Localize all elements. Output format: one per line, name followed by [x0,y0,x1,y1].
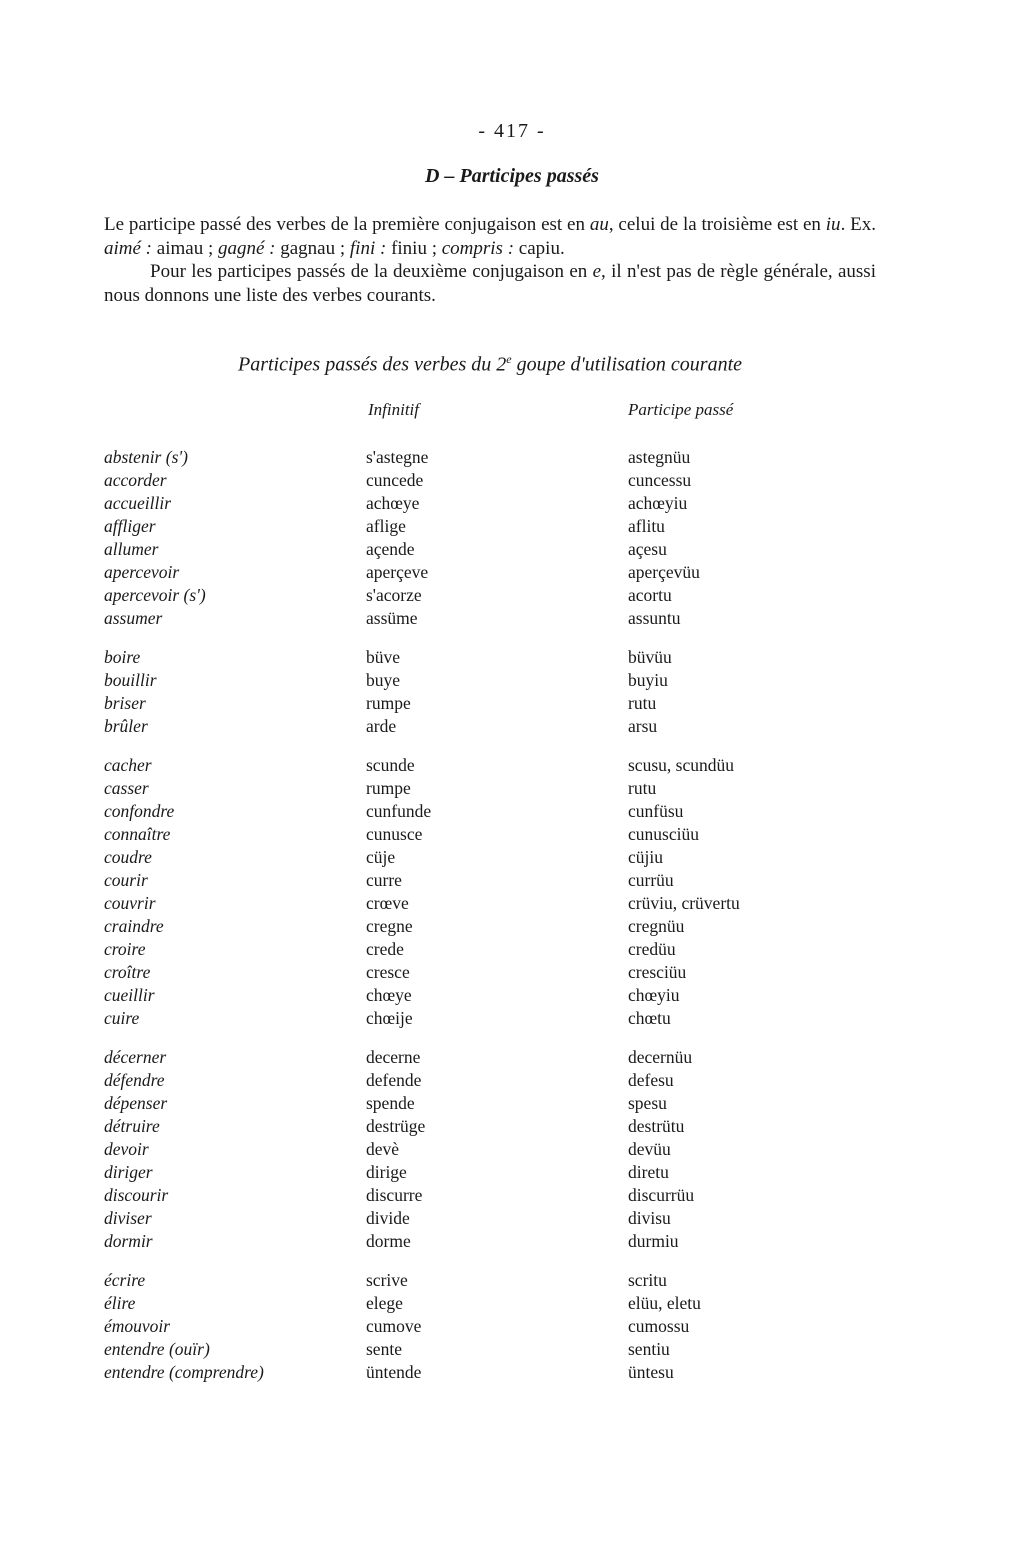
infinitif-cell: scunde [366,755,415,775]
french-verb-cell: allumer [104,539,159,559]
participe-passe-cell: üntesu [628,1362,674,1382]
table-row [0,1361,1024,1384]
french-verb-cell: cuire [104,1008,140,1028]
infinitif-cell: cunfunde [366,801,432,821]
infinitif-cell: defende [366,1070,422,1090]
table-row [0,646,1024,669]
french-verb-cell: casser [104,778,149,798]
french-verb-cell: élire [104,1293,136,1313]
french-verb-cell: croire [104,939,146,959]
french-verb-cell: cueillir [104,985,155,1005]
table-row [0,754,1024,777]
participe-passe-cell: discurrüu [628,1185,695,1205]
verb-group [0,1046,1024,1253]
verb-group [0,646,1024,738]
table-row [0,607,1024,630]
table-row [0,938,1024,961]
french-verb-cell: diriger [104,1162,153,1182]
table-row [0,800,1024,823]
participe-passe-cell: defesu [628,1070,674,1090]
french-verb-cell: confondre [104,801,175,821]
infinitif-cell: üntende [366,1362,422,1382]
participe-passe-cell: aperçevüu [628,562,700,582]
participe-passe-cell: cunfüsu [628,801,684,821]
infinitif-cell: sente [366,1339,402,1359]
verb-group [0,446,1024,630]
french-verb-cell: dépenser [104,1093,168,1113]
french-verb-cell: accueillir [104,493,172,513]
french-verb-cell: briser [104,693,146,713]
intro-p1-fragment: aimau ; [152,237,218,259]
table-row [0,1292,1024,1315]
verb-group [0,1269,1024,1384]
infinitif-cell: spende [366,1093,415,1113]
infinitif-cell: elege [366,1293,403,1313]
intro-p1-fragment: iu [825,214,841,235]
verb-table [0,446,1024,1400]
french-verb-cell: écrire [104,1270,146,1290]
page-number: - 417 - [478,120,546,142]
participe-passe-cell: açesu [628,539,667,559]
table-row [0,892,1024,915]
participe-passe-cell: scritu [628,1270,667,1290]
infinitif-cell: cunusce [366,824,423,844]
table-row [0,692,1024,715]
intro-p1-fragment: gagné : [217,237,276,259]
infinitif-cell: cüje [366,847,396,867]
participe-passe-cell: cuncessu [628,470,692,490]
intro-paragraph-1 [104,213,876,260]
intro-p1-fragment: . Ex. [840,214,877,235]
participe-passe-cell: rutu [628,693,657,713]
participe-passe-cell: cregnüu [628,916,685,936]
infinitif-cell: dorme [366,1231,411,1251]
participe-passe-cell: cresciüu [628,962,687,982]
french-verb-cell: coudre [104,847,152,867]
participe-passe-cell: chœtu [628,1008,671,1028]
infinitif-cell: rumpe [366,778,411,798]
intro-p2-fragment: , il n'est pas de règle générale, aussi nous donnons une liste des verbes courants. [104,261,876,306]
verb-group [0,754,1024,1030]
infinitif-cell: assüme [366,608,418,628]
infinitif-cell: crede [366,939,404,959]
intro-p1-fragment: gagnau ; [275,237,350,259]
table-row [0,715,1024,738]
table-row [0,1161,1024,1184]
french-verb-cell: diviser [104,1208,152,1228]
participe-passe-cell: decernüu [628,1047,693,1067]
french-verb-cell: dormir [104,1231,153,1251]
intro-paragraph-2 [104,260,876,307]
infinitif-cell: destrüge [366,1116,426,1136]
participe-passe-cell: divisu [628,1208,671,1228]
table-row [0,1092,1024,1115]
infinitif-cell: buye [366,670,401,690]
french-verb-cell: cacher [104,755,152,775]
participe-passe-cell: devüu [628,1139,671,1159]
french-verb-cell: discourir [104,1185,169,1205]
french-verb-cell: brûler [104,716,148,736]
participe-passe-cell: cüjiu [628,847,663,867]
french-verb-cell: abstenir (s') [104,447,188,467]
participe-passe-cell: crüviu, crüvertu [628,893,740,913]
infinitif-cell: cregne [366,916,413,936]
infinitif-cell: devè [366,1139,400,1159]
french-verb-cell: craindre [104,916,164,936]
table-row [0,515,1024,538]
infinitif-cell: rumpe [366,693,411,713]
participe-passe-cell: assuntu [628,608,681,628]
participe-passe-cell: cunusciüu [628,824,699,844]
french-verb-cell: croître [104,962,151,982]
participe-passe-cell: cumossu [628,1316,690,1336]
table-row [0,984,1024,1007]
participe-passe-cell: aflitu [628,516,665,536]
infinitif-cell: cresce [366,962,410,982]
table-row [0,1207,1024,1230]
french-verb-cell: affliger [104,516,156,536]
french-verb-cell: courir [104,870,148,890]
french-verb-cell: entendre (ouïr) [104,1339,210,1359]
table-row [0,538,1024,561]
table-row [0,846,1024,869]
intro-p1-fragment: Le participe passé des verbes de la première conjugaison est en [104,214,590,235]
infinitif-cell: dirige [366,1162,407,1182]
infinitif-cell: crœve [366,893,409,913]
table-row [0,584,1024,607]
intro-p1-fragment: compris : [441,237,515,259]
infinitif-cell: scrive [366,1270,408,1290]
infinitif-cell: achœye [366,493,420,513]
participe-passe-cell: currüu [628,870,674,890]
participe-passe-cell: rutu [628,778,657,798]
intro-p1-fragment: capiu. [514,237,565,259]
participe-passe-cell: büvüu [628,647,672,667]
infinitif-cell: s'acorze [366,585,422,605]
table-row [0,869,1024,892]
table-row [0,1115,1024,1138]
participe-passe-cell: destrütu [628,1116,685,1136]
infinitif-cell: cumove [366,1316,422,1336]
table-row [0,777,1024,800]
table-row [0,915,1024,938]
infinitif-cell: divide [366,1208,410,1228]
infinitif-cell: arde [366,716,397,736]
infinitif-cell: cuncede [366,470,424,490]
table-caption: Participes passés des verbes du 2e goupe d'utilisation courante [238,352,742,376]
table-row [0,961,1024,984]
french-verb-cell: détruire [104,1116,160,1136]
intro-p1-fragment: fini : [349,237,387,259]
infinitif-cell: chœye [366,985,412,1005]
french-verb-cell: connaître [104,824,171,844]
infinitif-cell: s'astegne [366,447,429,467]
table-row [0,1007,1024,1030]
participe-passe-cell: durmiu [628,1231,679,1251]
participe-passe-cell: chœyiu [628,985,680,1005]
participe-passe-cell: credüu [628,939,676,959]
infinitif-cell: aflige [366,516,406,536]
participe-passe-cell: acortu [628,585,672,605]
column-header-participe: Participe passé [628,400,734,419]
infinitif-cell: discurre [366,1185,423,1205]
intro-p2-fragment: e [592,261,602,282]
table-row [0,1184,1024,1207]
french-verb-cell: décerner [104,1047,167,1067]
table-row [0,1046,1024,1069]
intro-p1-fragment: aimé : [104,237,153,259]
table-row [0,1230,1024,1253]
participe-passe-cell: spesu [628,1093,667,1113]
infinitif-cell: chœije [366,1008,413,1028]
table-row [0,469,1024,492]
table-row [0,492,1024,515]
table-row [0,1315,1024,1338]
french-verb-cell: couvrir [104,893,156,913]
french-verb-cell: défendre [104,1070,165,1090]
participe-passe-cell: sentiu [628,1339,670,1359]
table-row [0,1338,1024,1361]
french-verb-cell: assumer [104,608,163,628]
infinitif-cell: büve [366,647,401,667]
table-row [0,561,1024,584]
participe-passe-cell: diretu [628,1162,669,1182]
table-row [0,669,1024,692]
infinitif-cell: aperçeve [366,562,429,582]
french-verb-cell: boire [104,647,141,667]
column-header-infinitif: Infinitif [368,400,419,419]
intro-text [104,213,876,307]
french-verb-cell: devoir [104,1139,149,1159]
intro-p2-fragment: Pour les participes passés de la deuxième conjugaison en [150,261,593,282]
section-title: D – Participes passés [425,165,599,187]
french-verb-cell: bouillir [104,670,157,690]
participe-passe-cell: scusu, scundüu [628,755,734,775]
table-row [0,1069,1024,1092]
french-verb-cell: entendre (comprendre) [104,1362,264,1382]
french-verb-cell: accorder [104,470,167,490]
french-verb-cell: apercevoir (s') [104,585,206,605]
table-row [0,823,1024,846]
french-verb-cell: émouvoir [104,1316,171,1336]
participe-passe-cell: elüu, eletu [628,1293,701,1313]
intro-p1-fragment: finiu ; [386,237,442,259]
participe-passe-cell: achœyiu [628,493,688,513]
participe-passe-cell: arsu [628,716,658,736]
french-verb-cell: apercevoir [104,562,180,582]
infinitif-cell: açende [366,539,415,559]
table-row [0,446,1024,469]
intro-p1-fragment: , celui de la troisième est en [608,214,826,235]
table-row [0,1138,1024,1161]
infinitif-cell: decerne [366,1047,421,1067]
participe-passe-cell: astegnüu [628,447,691,467]
intro-p1-fragment: au [589,214,609,235]
participe-passe-cell: buyiu [628,670,668,690]
table-row [0,1269,1024,1292]
infinitif-cell: curre [366,870,402,890]
